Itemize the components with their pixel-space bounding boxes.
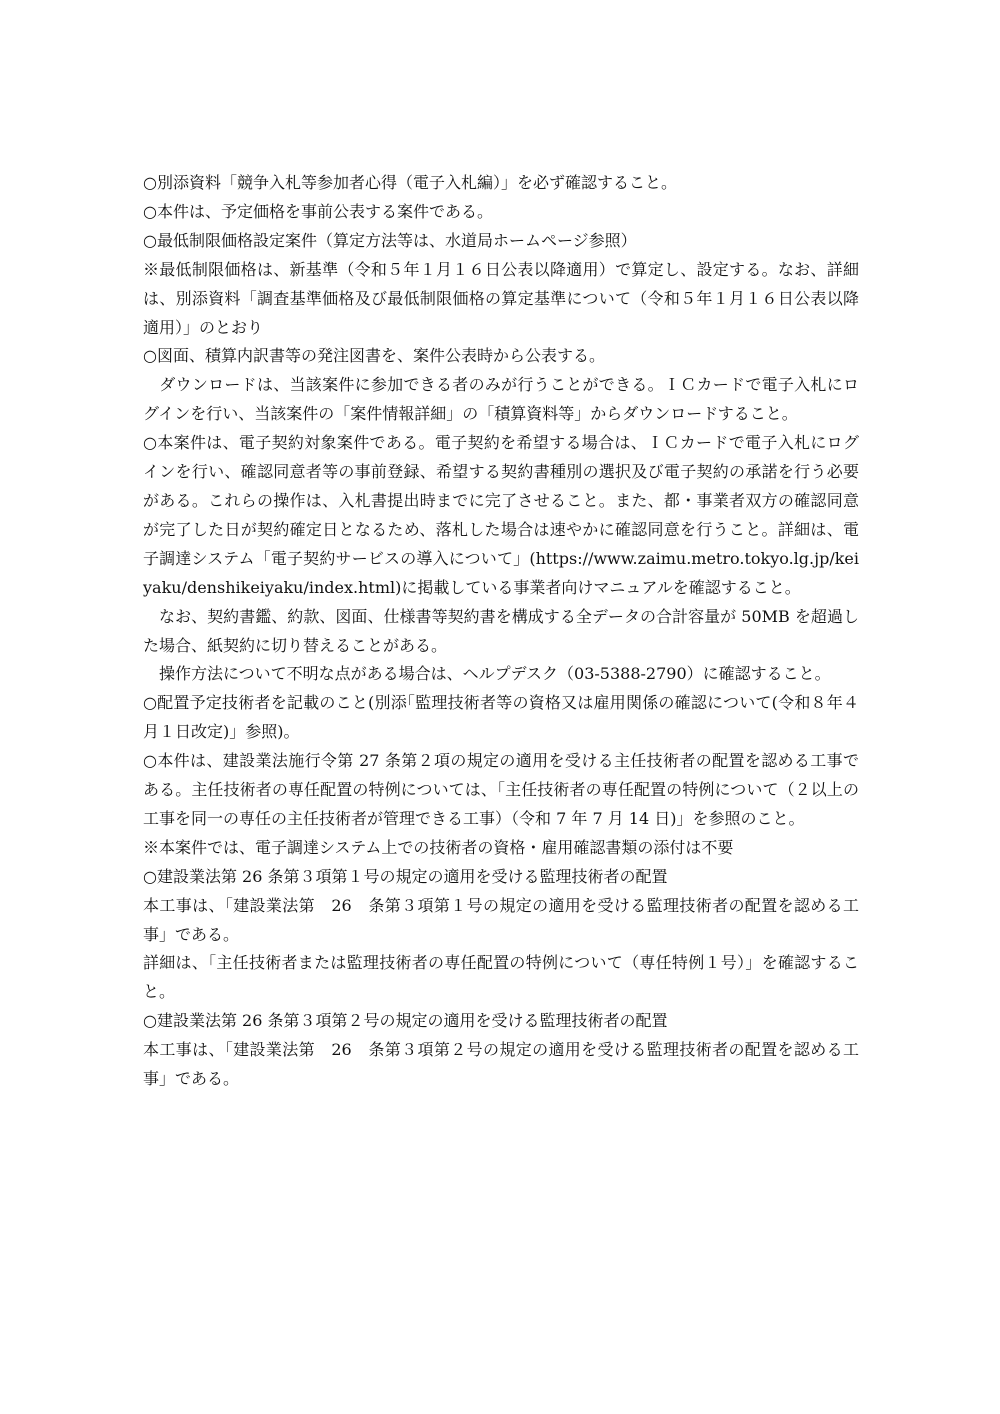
note-price-disclosure: ○本件は、予定価格を事前公表する案件である。 [143, 201, 493, 221]
note-contract-data-size: なお、契約書鑑、約款、図面、仕様書等契約書を構成する全データの合計容量が 50MB を超過した場合、紙契約に切り替えることがある。 [143, 606, 859, 655]
note-competitive-bidding-guide: ○別添資料「競争入札等参加者心得（電子入札編）」を必ず確認すること。 [143, 173, 677, 192]
heading-supervising-engineer-no2: ○建設業法第 26 条第３項第２号の規定の適用を受ける監理技術者の配置 [143, 1011, 668, 1031]
note-chief-engineer-exception: ○本件は、建設業法施行令第 27 条第２項の規定の適用を受ける主任技術者の配置を認める工事である。主任技術者の専任配置の特例については、「主任技術者の専任配置の特例について（２以上の工事を同一の専任の主任技術者が管理できる工事）（令和 7 年 7 月 14 日)」を参照のこと。 [143, 751, 859, 828]
note-download-instructions: ダウンロードは、当該案件に参加できる者のみが行うことができる。ＩＣカードで電子入札にログインを行い、当該案件の「案件情報詳細」の「積算資料等」からダウンロードすること。 [143, 375, 859, 424]
note-minimum-price-case: ○最低制限価格設定案件（算定方法等は、水道局ホームページ参照） [143, 230, 637, 250]
note-minimum-price-standard: ※最低制限価格は、新基準（令和５年１月１６日公表以降適用）で算定し、設定する。なお、詳細は、別添資料「調査基準価格及び最低制限価格の算定基準について（令和５年１月１６日公表以降適用）」のとおり [143, 259, 859, 337]
heading-supervising-engineer-no1: ○建設業法第 26 条第３項第１号の規定の適用を受ける監理技術者の配置 [143, 866, 668, 886]
note-electronic-contract: ○本案件は、電子契約対象案件である。電子契約を希望する場合は、ＩＣカードで電子入札にログインを行い、確認同意者等の事前登録、希望する契約書種別の選択及び電子契約の承諾を行う必要がある。これらの操作は、入札書提出時までに完了させること。また、都・事業者双方の確認同意が完了した日が契約確定日となるため、落札した場合は速やかに確認同意を行うこと。詳細は、電子調達システム「電子契約サービスの導入について」(https://www.zaimu.metro.tokyo.lg.jp/keiyaku/denshikeiyaku/index.html)に掲載している事業者向けマニュアルを確認すること。 [143, 433, 859, 597]
note-engineer-assignment: ○配置予定技術者を記載のこと(別添｢監理技術者等の資格又は雇用関係の確認について(令和８年４月１日改定)」参照)。 [143, 693, 859, 742]
note-helpdesk: 操作方法について不明な点がある場合は、ヘルプデスク（03-5388-2790）に確認すること。 [143, 664, 831, 684]
note-drawings-publication: ○図面、積算内訳書等の発注図書を、案件公表時から公表する。 [143, 346, 605, 366]
note-supervising-engineer-no2: 本工事は、「建設業法第 26 条第３項第２号の規定の適用を受ける監理技術者の配置を認める工事」である。 [143, 1040, 859, 1089]
note-supervising-engineer-no1: 本工事は、「建設業法第 26 条第３項第１号の規定の適用を受ける監理技術者の配置を認める工事」である。 [143, 895, 859, 944]
note-special-exception-details: 詳細は、「主任技術者または監理技術者の専任配置の特例について（専任特例１号）」を確認すること。 [143, 953, 859, 1002]
note-attachment-not-required: ※本案件では、電子調達システム上での技術者の資格・雇用確認書類の添付は不要 [143, 837, 734, 857]
document-body [143, 169, 859, 1094]
